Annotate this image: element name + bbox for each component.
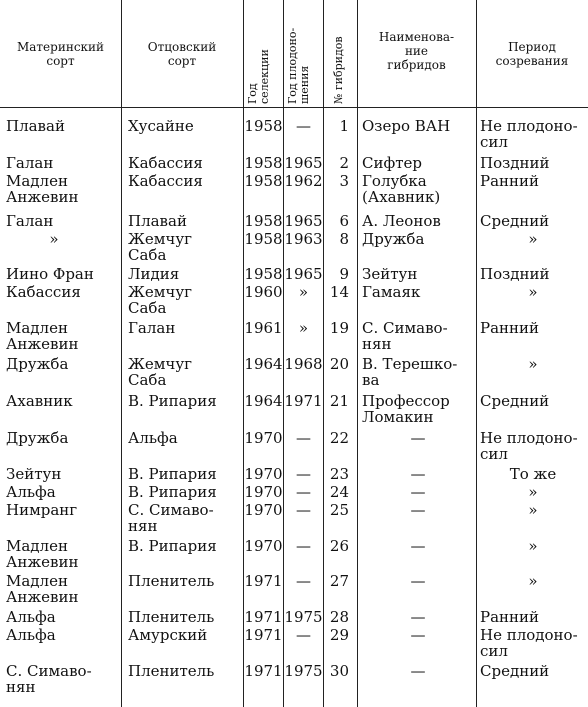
cell-mother: Дружба: [6, 355, 69, 373]
cell-father: Хусайне: [128, 117, 194, 135]
cell-selection-year: 1958: [244, 212, 283, 230]
cell-hybrid-name: Озеро ВАН: [362, 117, 451, 135]
cell-fruiting-year: 1963: [284, 230, 323, 248]
cell-fruiting-year: 1975: [284, 662, 323, 680]
cell-hybrid-name: —: [410, 572, 426, 590]
cell-fruiting-year: 1965: [284, 265, 323, 283]
cell-father: Пленитель: [128, 572, 215, 590]
cell-mother: Зейтун: [6, 465, 62, 483]
cell-hybrid-number: 30: [329, 662, 349, 680]
cell-ripening-period: »: [528, 483, 538, 501]
cell-fruiting-year: »: [298, 319, 309, 337]
cell-hybrid-name: —: [410, 501, 426, 519]
cell-hybrid-name: —: [410, 608, 426, 626]
cell-hybrid-name: —: [410, 483, 426, 501]
cell-ripening-period: Поздний: [480, 154, 550, 172]
cell-fruiting-year: 1975: [284, 608, 323, 626]
cell-father: Амурский: [128, 626, 208, 644]
cell-mother: Галан: [6, 154, 54, 172]
header-mother: Материнский сорт: [16, 40, 105, 68]
cell-mother: Нимранг: [6, 501, 78, 519]
cell-fruiting-year: —: [296, 429, 311, 447]
cell-fruiting-year: »: [298, 283, 309, 301]
cell-selection-year: 1958: [244, 154, 283, 172]
cell-father: Кабассия: [128, 154, 203, 172]
cell-hybrid-number: 23: [329, 465, 349, 483]
cell-hybrid-name: Профессор Ломакин: [362, 392, 450, 426]
cell-father: Галан: [128, 319, 176, 337]
cell-ripening-period: То же: [509, 465, 557, 483]
cell-selection-year: 1961: [244, 319, 283, 337]
cell-mother: Иино Фран: [6, 265, 94, 283]
cell-fruiting-year: 1962: [284, 172, 323, 190]
cell-selection-year: 1970: [244, 465, 283, 483]
cell-hybrid-name: —: [410, 465, 426, 483]
cell-selection-year: 1964: [244, 355, 283, 373]
cell-selection-year: 1970: [244, 429, 283, 447]
cell-mother: Дружба: [6, 429, 69, 447]
cell-hybrid-number: 20: [329, 355, 349, 373]
cell-father: Плавай: [128, 212, 187, 230]
cell-mother: Ахавник: [6, 392, 73, 410]
cell-fruiting-year: —: [296, 626, 311, 644]
cell-hybrid-name: Сифтер: [362, 154, 422, 172]
cell-father: Альфа: [128, 429, 178, 447]
cell-mother: Альфа: [6, 626, 56, 644]
cell-mother: Мадлен Анжевин: [6, 319, 79, 353]
cell-ripening-period: »: [528, 283, 538, 301]
cell-hybrid-name: В. Терешко- ва: [362, 355, 458, 389]
cell-father: Жемчуг Саба: [128, 283, 192, 317]
cell-father: В. Рипария: [128, 392, 217, 410]
cell-father: Пленитель: [128, 608, 215, 626]
cell-ripening-period: Средний: [480, 392, 550, 410]
cell-hybrid-number: 24: [329, 483, 349, 501]
header-hybrid-name: Наименова- ние гибридов: [378, 30, 455, 72]
cell-ripening-period: Не плодоно- сил: [480, 626, 578, 660]
cell-mother: Плавай: [6, 117, 65, 135]
cell-ripening-period: Ранний: [480, 319, 540, 337]
cell-fruiting-year: 1965: [284, 154, 323, 172]
cell-hybrid-name: Голубка (Ахавник): [362, 172, 441, 206]
cell-selection-year: 1958: [244, 172, 283, 190]
cell-mother: С. Симаво- нян: [6, 662, 92, 696]
cell-hybrid-number: 26: [329, 537, 349, 555]
cell-ripening-period: Ранний: [480, 172, 540, 190]
cell-hybrid-number: 2: [339, 154, 349, 172]
cell-selection-year: 1958: [244, 117, 283, 135]
cell-hybrid-name: —: [410, 429, 426, 447]
header-hybrid-number: № гибридов: [332, 36, 345, 104]
cell-ripening-period: »: [528, 572, 538, 590]
header-rule: [0, 107, 588, 108]
cell-fruiting-year: —: [296, 572, 311, 590]
cell-hybrid-name: А. Леонов: [362, 212, 441, 230]
cell-father: В. Рипария: [128, 483, 217, 501]
cell-mother: Мадлен Анжевин: [6, 537, 79, 571]
cell-hybrid-number: 1: [339, 117, 349, 135]
cell-fruiting-year: —: [296, 117, 311, 135]
cell-ripening-period: »: [528, 355, 538, 373]
cell-fruiting-year: —: [296, 483, 311, 501]
cell-hybrid-number: 14: [329, 283, 349, 301]
cell-hybrid-number: 8: [339, 230, 349, 248]
cell-hybrid-number: 25: [329, 501, 349, 519]
cell-selection-year: 1971: [244, 662, 283, 680]
cell-father: Лидия: [128, 265, 180, 283]
cell-hybrid-number: 9: [339, 265, 349, 283]
cell-father: Кабассия: [128, 172, 203, 190]
cell-hybrid-number: 21: [329, 392, 349, 410]
cell-ripening-period: »: [528, 501, 538, 519]
cell-ripening-period: Не плодоно- сил: [480, 117, 578, 151]
header-father: Отцовский сорт: [147, 40, 217, 68]
header-selection-year: Год селекции: [246, 49, 271, 104]
cell-mother: »: [49, 230, 59, 248]
cell-hybrid-number: 27: [329, 572, 349, 590]
cell-ripening-period: Поздний: [480, 265, 550, 283]
cell-hybrid-name: —: [410, 626, 426, 644]
cell-father: Жемчуг Саба: [128, 355, 192, 389]
cell-mother: Мадлен Анжевин: [6, 172, 79, 206]
cell-selection-year: 1964: [244, 392, 283, 410]
cell-hybrid-number: 19: [329, 319, 349, 337]
header-fruiting-year: Год плодоно- шения: [286, 27, 311, 104]
cell-ripening-period: »: [528, 537, 538, 555]
cell-hybrid-number: 28: [329, 608, 349, 626]
cell-fruiting-year: —: [296, 537, 311, 555]
header-ripening-period: Период созревания: [495, 40, 569, 68]
cell-selection-year: 1971: [244, 572, 283, 590]
cell-selection-year: 1960: [244, 283, 283, 301]
cell-hybrid-name: —: [410, 662, 426, 680]
cell-ripening-period: Средний: [480, 662, 550, 680]
cell-selection-year: 1970: [244, 501, 283, 519]
cell-hybrid-number: 29: [329, 626, 349, 644]
cell-selection-year: 1958: [244, 265, 283, 283]
cell-fruiting-year: 1971: [284, 392, 323, 410]
cell-fruiting-year: —: [296, 465, 311, 483]
cell-hybrid-name: С. Симаво- нян: [362, 319, 448, 353]
cell-hybrid-name: —: [410, 537, 426, 555]
cell-father: Жемчуг Саба: [128, 230, 192, 264]
cell-hybrid-number: 3: [339, 172, 349, 190]
cell-father: В. Рипария: [128, 537, 217, 555]
cell-selection-year: 1970: [244, 483, 283, 501]
cell-fruiting-year: 1968: [284, 355, 323, 373]
cell-hybrid-number: 6: [339, 212, 349, 230]
cell-fruiting-year: 1965: [284, 212, 323, 230]
cell-ripening-period: Ранний: [480, 608, 540, 626]
cell-selection-year: 1970: [244, 537, 283, 555]
cell-selection-year: 1971: [244, 608, 283, 626]
cell-mother: Мадлен Анжевин: [6, 572, 79, 606]
cell-hybrid-name: Зейтун: [362, 265, 418, 283]
cell-selection-year: 1958: [244, 230, 283, 248]
cell-hybrid-number: 22: [329, 429, 349, 447]
cell-ripening-period: Не плодоно- сил: [480, 429, 578, 463]
cell-ripening-period: Средний: [480, 212, 550, 230]
cell-selection-year: 1971: [244, 626, 283, 644]
cell-father: С. Симаво- нян: [128, 501, 214, 535]
cell-fruiting-year: —: [296, 501, 311, 519]
cell-mother: Кабассия: [6, 283, 81, 301]
cell-hybrid-name: Дружба: [362, 230, 425, 248]
cell-father: В. Рипария: [128, 465, 217, 483]
cell-father: Пленитель: [128, 662, 215, 680]
cell-mother: Альфа: [6, 608, 56, 626]
cell-ripening-period: »: [528, 230, 538, 248]
cell-mother: Галан: [6, 212, 54, 230]
cell-hybrid-name: Гамаяк: [362, 283, 421, 301]
cell-mother: Альфа: [6, 483, 56, 501]
